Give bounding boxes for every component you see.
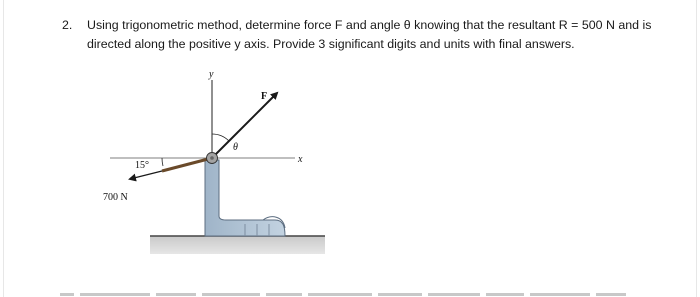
force-f-arrow — [212, 93, 277, 158]
page-border-right — [696, 0, 697, 297]
angle-15-label: 15° — [135, 160, 149, 171]
force-700n-label: 700 N — [103, 192, 128, 203]
problem-text: Using trigonometric method, determine force F and angle θ knowing that the resultant R = 500 N and is directed along the positive y axis. Provide 3 significant digits and units with final answers. — [87, 18, 652, 51]
theta-label: θ — [233, 142, 238, 153]
angle-15-arc — [162, 158, 163, 166]
page-border-left — [3, 0, 4, 297]
ground — [150, 236, 325, 254]
x-axis-label: x — [298, 154, 303, 165]
force-f-label: F — [261, 91, 268, 102]
statics-figure — [95, 66, 325, 258]
problem-number: 2. — [62, 18, 73, 32]
pin-center — [210, 156, 214, 160]
y-axis-label: y — [209, 69, 214, 80]
force-700n-arrow — [130, 171, 162, 179]
theta-arc — [212, 134, 229, 141]
next-problem-cutoff — [60, 289, 660, 297]
bracket-support — [205, 160, 285, 236]
